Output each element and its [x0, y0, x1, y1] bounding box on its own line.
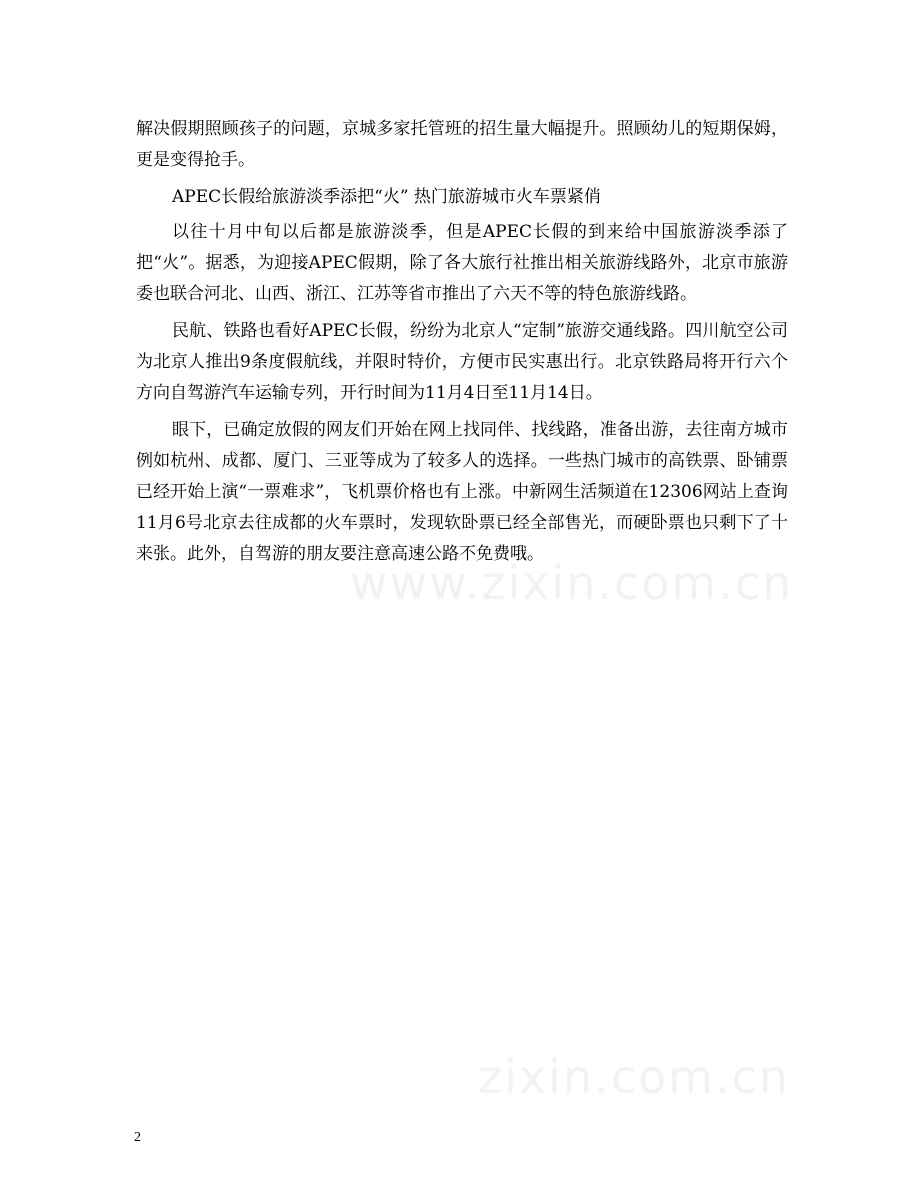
document-body: [136, 114, 788, 576]
paragraph-tourism-season: 以往十月中旬以后都是旅游淡季，但是APEC长假的到来给中国旅游淡季添了把“火”。据悉，为迎接APEC假期，除了各大旅行社推出相关旅游线路外，北京市旅游委也联合河北、山西、浙江、江苏等省市推出了六天不等的特色旅游线路。: [136, 222, 788, 304]
watermark-upper: www.zixin.com.cn: [350, 556, 794, 610]
paragraph-continuation: 解决假期照顾孩子的问题，京城多家托管班的招生量大幅提升。照顾幼儿的短期保姆，更是变得抢手。: [136, 119, 788, 170]
section-heading: APEC长假给旅游淡季添把“火” 热门旅游城市火车票紧俏: [172, 187, 601, 207]
paragraph-transport-routes: 民航、铁路也看好APEC长假，纷纷为北京人“定制”旅游交通线路。四川航空公司为北京人推出9条度假航线，并限时特价，方便市民实惠出行。北京铁路局将开行六个方向自驾游汽车运输专列，开行时间为11月4日至11月14日。: [136, 321, 788, 403]
watermark-lower: zixin.com.cn: [478, 1050, 791, 1104]
page-number: 2: [134, 1130, 141, 1145]
paragraph-train-tickets: 眼下，已确定放假的网友们开始在网上找同伴、找线路，准备出游，去往南方城市例如杭州、成都、厦门、三亚等成为了较多人的选择。一些热门城市的高铁票、卧铺票已经开始上演“一票难求”，飞机票价格也有上涨。中新网生活频道在12306网站上查询11月6号北京去往成都的火车票时，发现软卧票已经全部售光，而硬卧票也只剩下了十来张。此外，自驾游的朋友要注意高速公路不免费哦。: [136, 420, 788, 564]
